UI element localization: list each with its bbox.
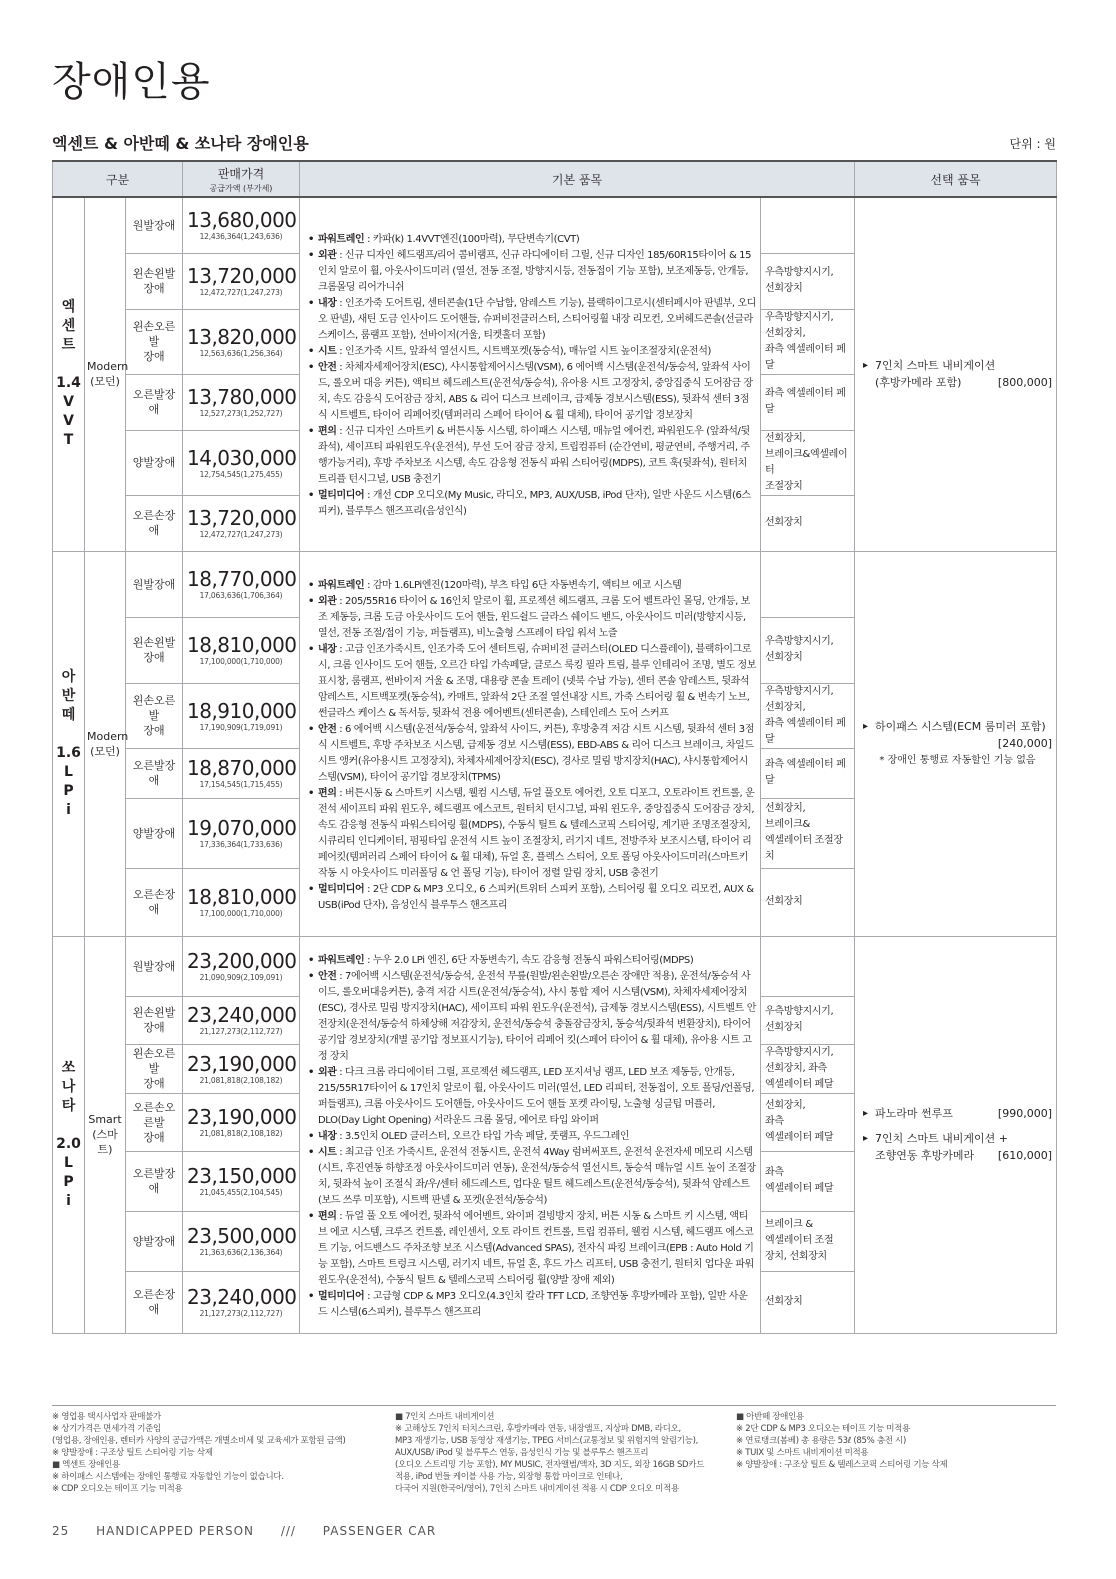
price-cell [183, 868, 300, 936]
header-basic: 기본 품목 [300, 161, 855, 197]
trim-name: Modern (모던) [85, 551, 126, 936]
basic-item: • 멀티미디어 : 2단 CDP & MP3 오디오, 6 스피커(트위터 스피커 포함), 스티어링 휠 오디오 리모컨, AUX & USB(iPod 단자), 음성인식 블루투스 핸즈프리 [308, 882, 756, 914]
sale-price: 23,190,000 [187, 1051, 297, 1076]
supply-price: 17,100,000(1,710,000) [199, 909, 283, 918]
price-cell [183, 748, 300, 798]
disability-type: 양발장애 [126, 430, 183, 495]
footnote-line: ※ 영업용 택시사업자 판매불가 [52, 1412, 161, 1422]
disability-type: 왼손왼발장애 [126, 617, 183, 683]
option-price: [610,000] [997, 1149, 1052, 1162]
disability-type: 원발장애 [126, 936, 183, 996]
disability-package: 선회장치, 좌측 엑셀레이터 페달 [761, 1093, 855, 1151]
disability-type: 양발장애 [126, 798, 183, 868]
option-price [1046, 1130, 1052, 1147]
footnote-line: ※ 양발장애 : 구조상 틸트 스티어링 기능 삭제 [52, 1448, 213, 1458]
price-cell [183, 495, 300, 551]
unit-label: 단위 : 원 [1009, 137, 1056, 151]
basic-item: • 멀티미디어 : 개선 CDP 오디오(My Music, 라디오, MP3, AUX/USB, iPod 단자), 일반 사운드 시스템(6스피커), 블루투스 핸즈프리(음성인식) [308, 488, 756, 520]
basic-items [300, 197, 761, 551]
option-line [863, 1105, 1052, 1122]
footnote-line: ※ 양발장애 : 구조상 틸트 & 텔레스코픽 스티어링 기능 삭제 [736, 1460, 948, 1470]
disability-type: 오른손장애 [126, 495, 183, 551]
disability-package [761, 936, 855, 996]
price-cell [183, 1211, 300, 1271]
disability-package [761, 197, 855, 253]
basic-item: • 편의 : 버튼시동 & 스마트키 시스템, 웰컴 시스템, 듀얼 풀오토 에어컨, 오토 디포그, 오토라이트 컨트롤, 운전석 세이프티 파워 윈도우, 헤드램프 에스코트, 원터치 턴시그널, 파워 윈도우, 중앙집중식 도어잠금 장치, 속도 감응형 전동식 파워스티어링 휠(MDPS), 수동식 틸트 & 텔레스코픽 스티어링, 계기판 조명조절장치, 시큐리티 인디케이터, 펌핑타입 운전석 시트 높이 조절장치, 러기지 네트, 전방주차 보조시스템, 타이어 리페어킷(템퍼러리 스페어 타이어 & 휠 대체), 듀얼 혼, 플렉스 스티어, 오토 폴딩 아웃사이드미러(스마트키 작동 시 아웃사이드 미러폴딩 & 언 폴딩 기능), 타이어 정렬 알림 장치, USB 충전기 [308, 786, 756, 882]
disability-type: 왼손오른발 장애 [126, 1044, 183, 1093]
basic-items [300, 936, 761, 1333]
disability-type: 오른손오른발 장애 [126, 1093, 183, 1151]
basic-item: • 시트 : 최고급 인조 가죽시트, 운전석 전동시트, 운전석 4Way 럼버써포트, 운전석 운전자세 메모리 시스템(시트, 후진연동 하향조정 아웃사이드미러 연동), 운전석/동승석 열선시트, 동승석 매뉴얼 시트 높이 조절장치, 뒷좌석 높이 조절식 좌/우/센터 헤드레스트, 업다운 틸트 헤드레스트(운전석/동승석), 뒷좌석 암레스트(보드 쓰루 미포함), 시트백 판넬 & 포켓(운전석/동승석) [308, 1145, 756, 1209]
sale-price: 18,810,000 [187, 633, 297, 657]
disability-type: 오른발장애 [126, 748, 183, 798]
basic-item: • 외관 : 다크 크롬 라디에이터 그릴, 프로젝션 헤드램프, LED 포지셔닝 램프, LED 보조 제동등, 안개등, 215/55R17타이어 & 17인치 알로이 휠, 아웃사이드 미러(열선, LED 리피터, 전동접이, 오토 폴딩/언폴딩, 퍼들램프), 크롬 아웃사이드 도어핸들, 아웃사이드 도어 핸들 포켓 라이팅, 노출형 싱글팁 머플러, DLO(Day Light Opening) 서라운드 크롬 몰딩, 에어로 타입 와이퍼 [308, 1065, 756, 1129]
sale-price: 18,770,000 [187, 567, 297, 591]
basic-item: • 안전 : 6 에어백 시스템(운전석/동승석, 앞좌석 사이드, 커튼), 후방충격 저감 시트 시스템, 뒷좌석 센터 3점식 시트벨트, 후방 주차보조 시스템, 급제동 경보 시스템(ESS), EBD-ABS & 리어 디스크 브레이크, 차일드 시트 앵커(유아용시트 고정장치), 차체자세제어장치(ESC), 경사로 밀림 방지장치(HAC), 샤시통합제어시스템(VSM), 타이어 공기압 경보장치(TPMS) [308, 722, 756, 786]
disability-type: 왼손오른발 장애 [126, 683, 183, 748]
supply-price: 12,472,727(1,247,273) [199, 530, 283, 539]
supply-price: 17,154,545(1,715,455) [199, 780, 283, 789]
footnote-line: ※ 연료탱크(봄베) 총 용량은 53ℓ (85% 충전 시) [736, 1436, 906, 1446]
disability-package: 좌측 엑셀레이터 페달 [761, 748, 855, 798]
basic-item: • 내장 : 인조가죽 도어트림, 센터콘솔(1단 수납함, 암레스트 기능), 블랙하이그로시(센터페시아 판넬부, 오디오 판넬), 새틴 도금 인사이드 도어핸들, 슈퍼비전클러스터, 스티어링휠 내장 리모컨, 오버헤드콘솔(선글라스케이스, 룸램프 포함), 선바이저(거울, 티켓홀더 포함) [308, 296, 756, 344]
price-cell [183, 374, 300, 430]
footer-section-1: HANDICAPPED PERSON [96, 1524, 254, 1538]
disability-package: 우측방향지시기, 선회장치, 좌측 엑셀레이터 페달 [761, 683, 855, 748]
page-title: 장애인용 [52, 59, 211, 105]
header-price-label: 판매가격 [217, 166, 265, 181]
price-cell [183, 1093, 300, 1151]
sale-price: 18,910,000 [187, 698, 297, 723]
price-cell [183, 1271, 300, 1333]
disability-package: 브레이크 & 엑셀레이터 조절 장치, 선회장치 [761, 1211, 855, 1271]
price-table [52, 160, 1057, 1334]
supply-price: 17,336,364(1,733,636) [199, 840, 283, 849]
trim-name: Modern (모던) [85, 197, 126, 551]
footnote-line: ※ CDP 오디오는 테이프 기능 미적용 [52, 1484, 183, 1494]
option-label: ▸ 7인치 스마트 내비게이션 [875, 359, 996, 373]
price-cell [183, 1151, 300, 1211]
price-cell [183, 798, 300, 868]
sale-price: 14,030,000 [187, 445, 297, 470]
sale-price: 23,240,000 [187, 1003, 297, 1027]
trim-name: Smart (스마트) [85, 936, 126, 1333]
sale-price: 23,240,000 [187, 1285, 297, 1309]
disability-type: 오른발장애 [126, 374, 183, 430]
footnote-column-3 [736, 1411, 1056, 1495]
price-cell [183, 996, 300, 1044]
disability-package: 우측방향지시기, 선회장치, 좌측 엑셀레이터 페달 [761, 1044, 855, 1093]
option-items [855, 551, 1057, 936]
sale-price: 13,680,000 [187, 208, 297, 233]
price-cell [183, 430, 300, 495]
footnote-line: MP3 재생기능, USB 동영상 재생기능, TPEG 서비스(교통정보 및 위험지역 알림기능), [395, 1436, 699, 1446]
footnote-line: ■ 7인치 스마트 내비게이션 [395, 1412, 495, 1422]
header-price-sub: 공급가액 (부가세) [209, 183, 273, 193]
supply-price: 21,090,909(2,109,091) [199, 973, 283, 982]
basic-item: • 안전 : 차체자세제어장치(ESC), 샤시통합제어시스템(VSM), 6 에어백 시스템(운전석/동승석, 앞좌석 사이드, 롤오버 대응 커튼), 액티브 헤드레스트(운전석/동승석), 유아용 시트 고정장치, 중앙집중식 도어잠금 장치, 속도 감응식 도어잠금 장치, ABS & 리어 디스크 브레이크, 급제동 경보시스템(ESS), 뒷좌석 센터 3점식 시트벨트, 타이어 리페어킷(템퍼러리 스페어 타이어 & 휠 대체), 타이어 공기압 경보장치 [308, 360, 756, 424]
option-note: * 장애인 통행료 자동할인 기능 없음 [879, 755, 1036, 766]
supply-price: 17,100,000(1,710,000) [199, 657, 283, 666]
footer-separator: /// [280, 1524, 296, 1538]
option-price: [240,000] [997, 737, 1052, 750]
supply-price: 21,081,818(2,108,182) [199, 1129, 283, 1138]
price-cell [183, 617, 300, 683]
sale-price: 23,200,000 [187, 949, 297, 973]
disability-type: 오른발장애 [126, 1151, 183, 1211]
sale-price: 23,150,000 [187, 1164, 297, 1188]
option-label: (후방카메라 포함) [875, 376, 962, 390]
footnote-line: ※ 고해상도 7인치 터치스크린, 후방카메라 연동, 내장앰프, 지상파 DMB, 라디오, [395, 1424, 681, 1434]
section-title: 엑센트 & 아반떼 & 쏘나타 장애인용 [52, 134, 309, 153]
footnote-line: (오디오 스트리밍 기능 포함), MY MUSIC, 전자앨범/액자, 3D 지도, 외장 16GB SD카드 [395, 1460, 705, 1470]
sale-price: 23,190,000 [187, 1105, 297, 1129]
price-cell [183, 253, 300, 309]
supply-price: 12,527,273(1,252,727) [199, 409, 283, 418]
disability-type: 원발장애 [126, 551, 183, 617]
option-label: ▸ 파노라마 썬루프 [875, 1107, 953, 1120]
footnote-line: ※ TUIX 및 스마트 내비게이션 미적용 [736, 1448, 869, 1458]
basic-item: • 편의 : 듀얼 풀 오토 에어컨, 뒷좌석 에어벤트, 와이퍼 결빙방지 장치, 버튼 시동 & 스마트 키 시스템, 액티브 에코 시스템, 크루즈 컨트롤, 레인센서, 오토 라이트 컨트롤, 트립 컴퓨터, 웰컴 시스템, 헤드램프 에스코트 기능, 어드밴스드 주차조향 보조 시스템(Advanced SPAS), 전자식 파킹 브레이크(EPB : Auto Hold 기능 포함), 스마트 트렁크 시스템, 러기지 네트, 듀얼 혼, 후드 가스 리프터, USB 충전기, 원터치 업다운 파워윈도우(운전석), 수동식 틸트 & 텔레스코픽 스티어링 휠(양발 장애 제외) [308, 1209, 756, 1289]
option-line [863, 735, 1052, 752]
header-price [183, 161, 300, 197]
disability-package: 선회장치 [761, 1271, 855, 1333]
option-price [1046, 357, 1052, 374]
footnote-line: (영업용, 장애인용, 렌터카 사양의 공급가액은 개별소비세 및 교육세가 포함된 금액) [52, 1436, 346, 1446]
basic-item: • 외관 : 신규 디자인 헤드램프/리어 콤비램프, 신규 라디에이터 그릴, 신규 디자인 185/60R15타이어 & 15인치 알로이 휠, 아웃사이드미러 (열선, 전동 조절, 방향지시등, 전동접이 기능 포함), 보조제동등, 안개등, 크롬몰딩 리어가니쉬 [308, 248, 756, 296]
supply-price: 17,190,909(1,719,091) [199, 722, 283, 732]
sale-price: 19,070,000 [187, 816, 297, 840]
sale-price: 13,820,000 [187, 324, 297, 349]
supply-price: 21,363,636(2,136,364) [199, 1248, 283, 1257]
option-line [863, 718, 1052, 735]
footnote-line: 다국어 지원(한국어/영어), 7인치 스마트 내비게이션 적용 시 CDP 오디오 미적용 [395, 1484, 679, 1494]
sale-price: 13,720,000 [187, 506, 297, 530]
header-option: 선택 품목 [855, 161, 1057, 197]
footnote-line: AUX/USB/ iPod 및 블루투스 연동, 음성인식 기능 및 블루투스 핸즈프리 [395, 1448, 649, 1458]
model-name: 아 반 떼 1.6 L P i [53, 551, 85, 936]
footnote-line: ※ 2단 CDP & MP3 오디오는 테이프 기능 미적용 [736, 1424, 910, 1434]
header-category: 구분 [53, 161, 183, 197]
supply-price: 12,563,636(1,256,364) [199, 348, 283, 358]
option-line [863, 374, 1052, 391]
option-label: ▸ 하이패스 시스템(ECM 룸미러 포함) [875, 720, 1046, 733]
sale-price: 23,500,000 [187, 1224, 297, 1248]
table-row [53, 551, 1057, 617]
footnotes [52, 1405, 1056, 1495]
footnote-line: 적용, iPod 번들 케이블 사용 가능, 외장형 통합 마이크로 인테나, [395, 1472, 623, 1482]
disability-package: 선회장치 [761, 868, 855, 936]
option-price [1046, 718, 1052, 735]
sale-price: 18,810,000 [187, 885, 297, 909]
option-items [855, 936, 1057, 1333]
disability-package [761, 551, 855, 617]
table-row [53, 197, 1057, 253]
option-price: [990,000] [997, 1107, 1052, 1120]
basic-item: • 멀티미디어 : 고급형 CDP & MP3 오디오(4.3인치 칼라 TFT LCD, 조향연동 후방카메라 포함), 일반 사운드 시스템(6스피커), 블루투스 핸즈프리 [308, 1289, 756, 1321]
disability-package: 선회장치 [761, 495, 855, 551]
basic-item: • 외관 : 205/55R16 타이어 & 16인치 알로이 휠, 프로젝션 헤드램프, 크롬 도어 벨트라인 몰딩, 안개등, 보조 제동등, 크롬 도금 아웃사이드 도어 핸들, 윈드쉴드 글라스 쉐이드 밴드, 아웃사이드 미러(방향지시등, 열선, 전동 조절/접이 기능, 퍼들램프), 비노출형 스프레이 타입 워셔 노즐 [308, 594, 756, 642]
supply-price: 21,127,273(2,112,727) [199, 1309, 283, 1318]
option-label: 조향연동 후방카메라 [875, 1149, 975, 1162]
price-cell [183, 683, 300, 748]
disability-type: 왼손오른발 장애 [126, 309, 183, 374]
price-cell [183, 936, 300, 996]
price-cell [183, 309, 300, 374]
disability-type: 왼손왼발장애 [126, 996, 183, 1044]
disability-package: 좌측 엑셀레이터 페달 [761, 374, 855, 430]
basic-item: • 안전 : 7에어백 시스템(운전석/동승석, 운전석 무릎(원발/왼손왼발/오른손 장애만 적용), 운전석/동승석 사이드, 롤오버대응커튼), 충격 저감 시트(운전석/동승석), 샤시 통합 제어 시스템(VSM), 차체자세제어장치(ESC), 경사로 밀림 방지장치(HAC), 세이프티 파워 윈도우(운전석), 급제동 경보시스템(ESS), 시트벨트 안전장치(운전석/동승석 하체상해 저감장치, 운전석/동승석 충돌잠금장치, 동승석/뒷좌석 변환장치), 타이어 공기압 경보장치(개별 공기압 정보표시기능), 타이어 리페어 킷(스페어 타이어 & 휠 대체), 유아용 시트 고정 장치 [308, 969, 756, 1065]
footnote-line: ■ 엑센트 장애인용 [52, 1460, 120, 1470]
supply-price: 12,436,364(1,243,636) [199, 232, 283, 242]
price-cell [183, 1044, 300, 1093]
option-line [863, 357, 1052, 374]
sale-price: 18,870,000 [187, 756, 297, 780]
disability-package: 좌측 엑셀레이터 페달 [761, 1151, 855, 1211]
disability-type: 오른손장애 [126, 1271, 183, 1333]
supply-price: 21,127,273(2,112,727) [199, 1027, 283, 1036]
footnote-line: ※ 하이패스 시스템에는 장애인 통행료 자동할인 기능이 없습니다. [52, 1472, 284, 1482]
disability-package: 우측방향지시기, 선회장치, 좌측 엑셀레이터 페달 [761, 309, 855, 374]
basic-items [300, 551, 761, 936]
basic-item: • 내장 : 고급 인조가죽시트, 인조가죽 도어 센터트림, 슈퍼비전 클러스터(OLED 디스플레이), 블랙하이그로시, 크롬 인사이드 도어 핸들, 오르간 타입 가속페달, 클로스 룩킹 필라 트림, 블루 인테리어 조명, 별도 정보 표시창, 룸램프, 썬바이저 거울 & 조명, 대용량 콘솔 트레이 (넷북 수납 가능), 센터 콘솔 암레스트, 뒷좌석 암레스트, 시트백포켓(동승석), 카매트, 앞좌석 2단 조절 열선내장 시트, 가죽 스티어링 휠 & 변속기 노브, 썬글라스 케이스 & 독서등, 뒷좌석 전용 에어벤트(센터콘솔), 스테인레스 도어 스커프 [308, 642, 756, 722]
basic-item: • 내장 : 3.5인치 OLED 클러스터, 오르간 타입 가속 페달, 풋램프, 우드그레인 [308, 1129, 756, 1145]
footnote-line: ■ 아반떼 장애인용 [736, 1412, 804, 1422]
footnote-column-1 [52, 1411, 395, 1495]
supply-price: 21,081,818(2,108,182) [199, 1075, 283, 1085]
disability-package: 우측방향지시기, 선회장치 [761, 996, 855, 1044]
basic-item: • 시트 : 인조가죽 시트, 앞좌석 열선시트, 시트백포켓(동승석), 매뉴얼 시트 높이조절장치(운전석) [308, 344, 756, 360]
sale-price: 13,780,000 [187, 385, 297, 409]
page-footer [52, 1524, 458, 1538]
model-name: 쏘 나 타 2.0 L P i [53, 936, 85, 1333]
supply-price: 17,063,636(1,706,364) [199, 591, 283, 600]
page-number: 25 [52, 1524, 70, 1538]
disability-type: 오른손장애 [126, 868, 183, 936]
disability-type: 양발장애 [126, 1211, 183, 1271]
basic-item: • 파워트레인 : 누우 2.0 LPi 엔진, 6단 자동변속기, 속도 감응형 전동식 파워스티어링(MDPS) [308, 953, 756, 969]
footnote-line: ※ 상기가격은 면세가격 기준임 [52, 1424, 161, 1434]
disability-package: 선회장치, 브레이크&엑셀레이터 조절장치 [761, 430, 855, 495]
model-name: 엑 센 트 1.4 V V T [53, 197, 85, 551]
footer-section-2: PASSENGER CAR [322, 1524, 437, 1538]
supply-price: 21,045,455(2,104,545) [199, 1188, 283, 1197]
option-label: ▸ 7인치 스마트 내비게이션 + [875, 1132, 1008, 1145]
disability-type: 왼손왼발장애 [126, 253, 183, 309]
price-cell [183, 551, 300, 617]
supply-price: 12,472,727(1,247,273) [199, 288, 283, 297]
basic-item: • 파워트레인 : 감마 1.6LPi엔진(120마력), 부츠 타입 6단 자동변속기, 액티브 에코 시스템 [308, 578, 756, 594]
disability-package: 선회장치, 브레이크& 엑셀레이터 조절장치 [761, 798, 855, 868]
option-line [863, 1147, 1052, 1164]
table-header-row [53, 161, 1057, 197]
option-line [863, 1130, 1052, 1147]
option-price: [800,000] [997, 376, 1052, 390]
supply-price: 12,754,545(1,275,455) [199, 469, 283, 479]
disability-type: 원발장애 [126, 197, 183, 253]
disability-package: 우측방향지시기, 선회장치 [761, 617, 855, 683]
footnote-column-2 [395, 1411, 736, 1495]
basic-item: • 편의 : 신규 디자인 스마트키 & 버튼시동 시스템, 하이패스 시스템, 매뉴얼 에어컨, 파워윈도우 (앞좌석/뒷좌석), 세이프티 파워윈도우(운전석), 무선 도어 잠금 장치, 트립컴퓨터 (순간연비, 평균연비, 주행거리, 주행가능거리), 후방 주차보조 시스템, 속도 감응형 전동식 파워 스티어링(MDPS), 코트 훅(뒷좌석), 원터치 트리플 턴시그널, USB 충전기 [308, 424, 756, 488]
table-row [53, 936, 1057, 996]
price-cell [183, 197, 300, 253]
option-items [855, 197, 1057, 551]
disability-package: 우측방향지시기, 선회장치 [761, 253, 855, 309]
basic-item: • 파워트레인 : 카파(k) 1.4VVT엔진(100마력), 무단변속기(CVT) [308, 232, 756, 248]
sale-price: 13,720,000 [187, 264, 297, 288]
